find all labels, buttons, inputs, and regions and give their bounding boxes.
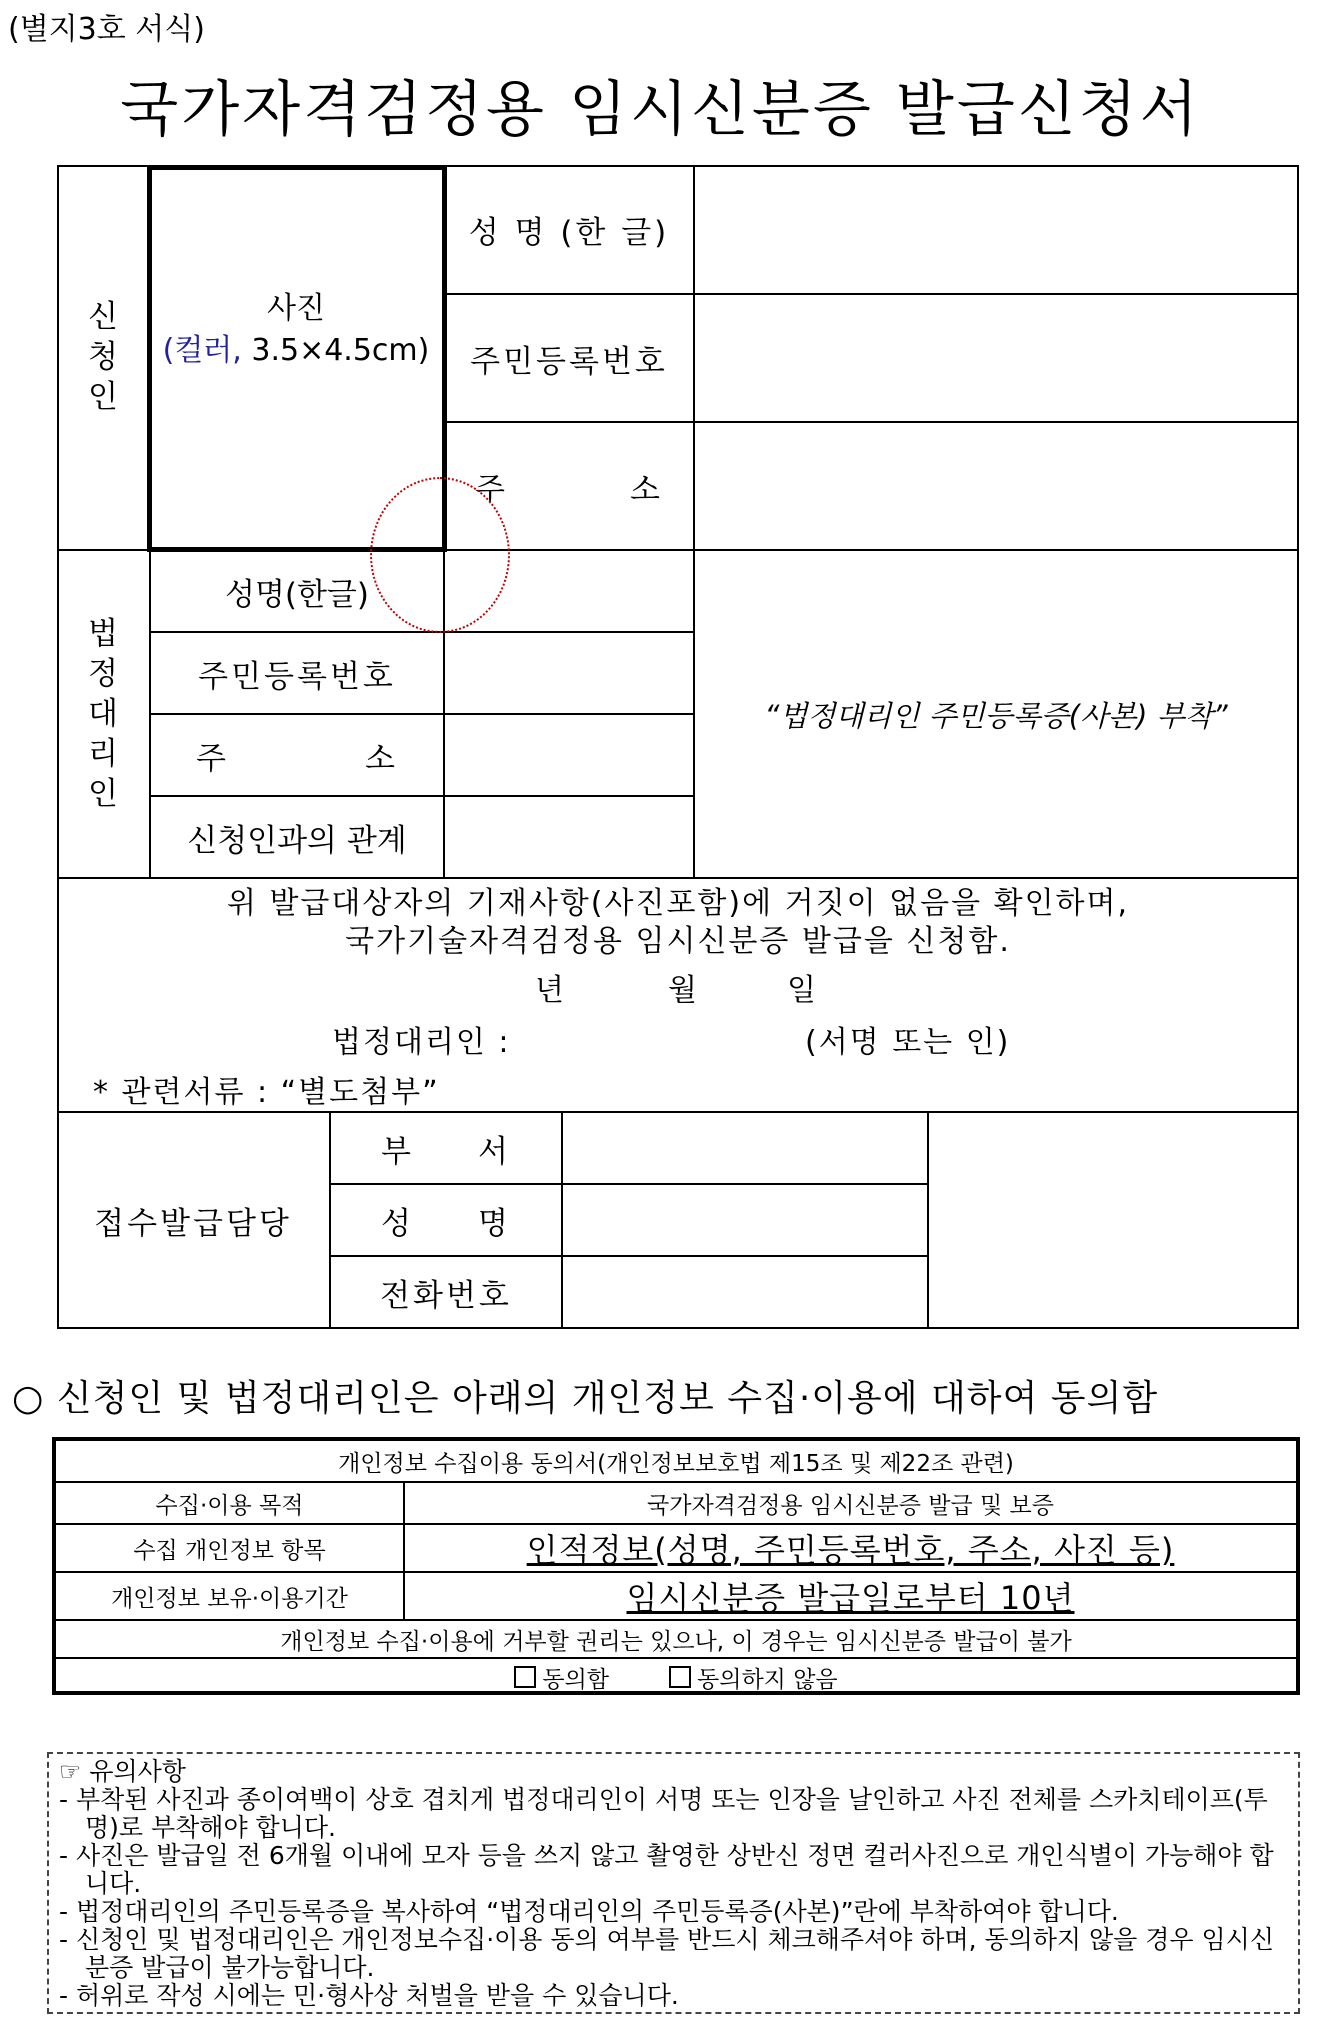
date-year-label: 년 xyxy=(535,973,564,1008)
note-item: - 신청인 및 법정대리인은 개인정보수집·이용 동의 여부를 반드시 체크해주셔야 하며, 동의하지 않을 경우 임시신분증 발급이 불가능합니다. xyxy=(59,1925,1274,1982)
reception-name-label xyxy=(331,1185,561,1255)
consent-heading: ○ 신청인 및 법정대리인은 아래의 개인정보 수집·이용에 대하여 동의함 xyxy=(12,1378,1159,1419)
declaration-line-2: 국가기술자격검정용 임시신분증 발급을 신청함. xyxy=(345,924,1011,959)
label-char: 부 xyxy=(381,1133,414,1170)
photo-color-note: (컬러, xyxy=(162,333,242,368)
label-char: 소 xyxy=(365,740,398,777)
period-label: 개인정보 보유·이용기간 xyxy=(56,1573,405,1619)
applicant-rrn-field[interactable] xyxy=(695,295,1297,421)
label-char: 명 xyxy=(478,1205,511,1242)
items-value: 인적정보(성명, 주민등록번호, 주소, 사진 등) xyxy=(526,1531,1175,1569)
label-char: 소 xyxy=(630,471,663,508)
items-label: 수집 개인정보 항목 xyxy=(56,1525,405,1571)
label-char: 서 xyxy=(478,1133,511,1170)
photo-label: 사진 xyxy=(267,291,325,326)
representative-name-field[interactable] xyxy=(445,551,693,631)
applicant-section-label xyxy=(57,165,149,549)
application-table xyxy=(57,165,1299,1329)
representative-rrn-field[interactable] xyxy=(445,633,693,713)
reception-dept-label xyxy=(331,1113,561,1183)
applicant-rrn-label: 주민등록번호 xyxy=(470,343,668,380)
notes-box xyxy=(47,1752,1300,2014)
consent-table-title: 개인정보 수집이용 동의서(개인정보보호법 제15조 및 제22조 관련) xyxy=(338,1450,1014,1477)
purpose-value: 국가자격검정용 임시신분증 발급 및 보증 xyxy=(647,1492,1054,1519)
label-char: 정 xyxy=(88,656,118,692)
note-item: - 부착된 사진과 종이여백이 상호 겹치게 법정대리인이 서명 또는 인장을 날인하고 사진 전체를 스카치테이프(투명)로 부착해야 합니다. xyxy=(59,1785,1268,1842)
applicant-name-label: 성 명 (한 글) xyxy=(468,214,670,251)
photo-size-note: 3.5×4.5cm) xyxy=(251,333,430,368)
declaration-line-1: 위 발급대상자의 기재사항(사진포함)에 거짓이 없음을 확인하며, xyxy=(226,886,1130,921)
applicant-name-field[interactable] xyxy=(695,165,1297,293)
note-item: - 사진은 발급일 전 6개월 이내에 모자 등을 쓰지 않고 촬영한 상반신 정면 컬러사진으로 개인식별이 가능해야 합니다. xyxy=(59,1841,1274,1898)
period-value: 임시신분증 발급일로부터 10년 xyxy=(626,1579,1075,1617)
reception-phone-field[interactable] xyxy=(563,1257,927,1327)
reception-label: 접수발급담당 xyxy=(94,1205,292,1242)
signature-hint: (서명 또는 인) xyxy=(805,1025,1011,1060)
consent-table xyxy=(52,1437,1300,1695)
related-documents-note: * 관련서류 : “별도첨부” xyxy=(93,1075,440,1110)
form-number-label: (별지3호 서식) xyxy=(8,12,205,47)
notes-heading: ☞ 유의사항 xyxy=(59,1757,186,1786)
reception-phone-label: 전화번호 xyxy=(380,1277,512,1314)
label-char: 법 xyxy=(88,616,118,652)
label-char: 인 xyxy=(88,776,118,812)
reception-seal-field[interactable] xyxy=(929,1113,1297,1327)
note-item: - 허위로 작성 시에는 민·형사상 처벌을 받을 수 있습니다. xyxy=(59,1981,679,2010)
label-char: 인 xyxy=(88,379,118,415)
agree-label: 동의함 xyxy=(542,1666,610,1693)
date-month-label: 월 xyxy=(668,973,697,1008)
refusal-note: 개인정보 수집·이용에 거부할 권리는 있으나, 이 경우는 임시신분증 발급이 불가 xyxy=(280,1628,1072,1655)
agree-checkbox[interactable] xyxy=(514,1666,536,1688)
representative-address-label xyxy=(151,715,443,795)
id-copy-attachment-area: “법정대리인 주민등록증(사본) 부착” xyxy=(764,698,1228,733)
photo-instructions xyxy=(149,275,443,385)
purpose-label: 수집·이용 목적 xyxy=(56,1483,405,1523)
disagree-label: 동의하지 않음 xyxy=(697,1666,838,1693)
page-title: 국가자격검정용 임시신분증 발급신청서 xyxy=(120,75,1201,145)
label-char: 주 xyxy=(475,471,508,508)
label-char: 리 xyxy=(88,736,118,772)
consent-options xyxy=(56,1659,1296,1695)
label-char: 주 xyxy=(196,740,229,777)
relation-field[interactable] xyxy=(445,797,693,877)
applicant-address-field[interactable] xyxy=(695,423,1297,549)
disagree-checkbox[interactable] xyxy=(669,1666,691,1688)
date-day-label: 일 xyxy=(787,973,816,1008)
label-char: 대 xyxy=(88,696,118,732)
representative-rrn-label: 주민등록번호 xyxy=(198,658,396,695)
reception-dept-field[interactable] xyxy=(563,1113,927,1183)
representative-name-label: 성명(한글) xyxy=(225,576,369,613)
note-item: - 법정대리인의 주민등록증을 복사하여 “법정대리인의 주민등록증(사본)”란에 부착하여야 합니다. xyxy=(59,1897,1119,1926)
signer-label: 법정대리인 : xyxy=(332,1025,511,1060)
relation-label: 신청인과의 관계 xyxy=(187,822,407,859)
label-char: 청 xyxy=(88,339,118,375)
label-char: 성 xyxy=(381,1205,414,1242)
label-char: 신 xyxy=(88,299,118,335)
representative-section-label xyxy=(57,551,149,877)
representative-address-field[interactable] xyxy=(445,715,693,795)
reception-name-field[interactable] xyxy=(563,1185,927,1255)
